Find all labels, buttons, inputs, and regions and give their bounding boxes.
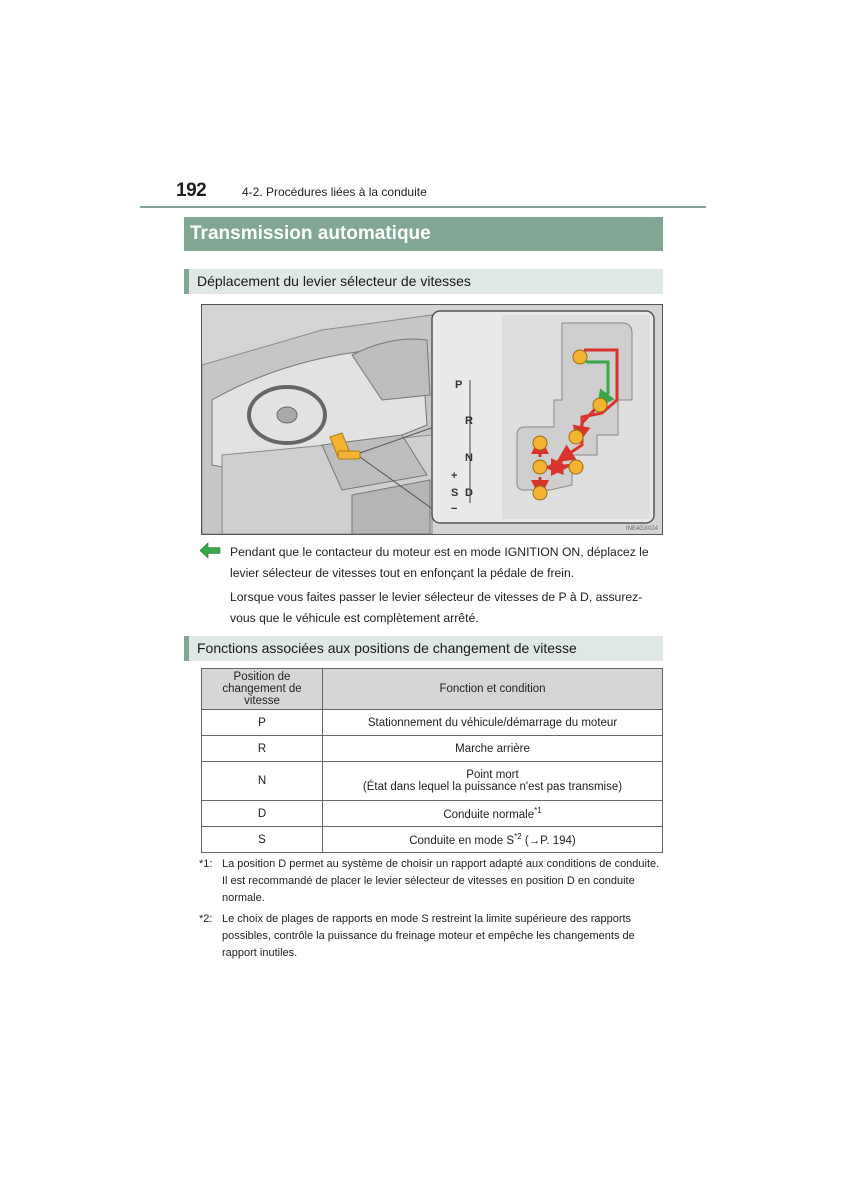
function-line-1: Point mort	[466, 769, 519, 781]
gear-letter-minus: −	[451, 503, 458, 515]
instruction-paragraph-1: Pendant que le contacteur du moteur est en mode IGNITION ON, déplacez le levier sélecteur de vitesses tout en enfonçant la pédale de frein.	[230, 545, 649, 580]
gear-knob-s	[533, 460, 547, 474]
function-cell	[323, 801, 663, 827]
function-cell	[323, 827, 663, 853]
gear-shift-figure	[201, 304, 663, 535]
footnotes	[199, 856, 661, 966]
footnote-1	[199, 856, 661, 907]
footnote-text: Le choix de plages de rapports en mode S restreint la limite supérieure des rapports possibles, contrôle la puissance du freinage moteur et empêche les changements de rapport inutiles.	[222, 913, 635, 959]
gear-knob-p	[573, 350, 587, 364]
function-text: Conduite normale	[443, 809, 535, 821]
function-cell: Marche arrière	[323, 736, 663, 762]
footnote-text: La position D permet au système de choisir un rapport adapté aux conditions de conduite. Il est recommandé de placer le levier sélecteur de vitesses en position D en conduite normale.	[222, 858, 660, 904]
gear-knob-d	[569, 460, 583, 474]
footnote-mark: *2:	[199, 913, 213, 925]
gear-knob-n	[569, 430, 583, 444]
page-header	[176, 180, 706, 204]
position-cell: N	[202, 762, 323, 801]
table-header-position: Position de changement de vitesse	[202, 669, 323, 710]
subsection-title-lever-movement: Déplacement du levier sélecteur de vitesses	[184, 269, 663, 294]
gear-letter-s: S	[451, 487, 459, 499]
function-cell: Stationnement du véhicule/démarrage du moteur	[323, 710, 663, 736]
function-cell	[323, 762, 663, 801]
footnote-2	[199, 911, 661, 962]
table-row	[202, 827, 663, 853]
function-line-2: (État dans lequel la puissance n'est pas transmise)	[362, 781, 623, 793]
subsection-title-shift-functions: Fonctions associées aux positions de changement de vitesse	[184, 636, 663, 661]
gear-letter-p: P	[455, 379, 463, 391]
gear-letter-d: D	[465, 487, 473, 499]
table-row	[202, 762, 663, 801]
section-title: Transmission automatique	[184, 217, 663, 251]
footnote-ref: *1	[534, 806, 542, 815]
header-divider	[140, 206, 706, 208]
table-header-row	[202, 669, 663, 710]
gear-letter-plus: +	[451, 470, 458, 482]
gear-letter-n: N	[465, 452, 473, 464]
footnote-ref: *2	[514, 832, 522, 841]
table-row	[202, 710, 663, 736]
position-cell: R	[202, 736, 323, 762]
gear-knob-plus	[533, 436, 547, 450]
breadcrumb: 4-2. Procédures liées à la conduite	[242, 185, 427, 199]
gear-knob-r	[593, 398, 607, 412]
function-text: Conduite en mode S	[409, 835, 515, 847]
footnote-mark: *1:	[199, 858, 213, 870]
image-code: INE4GX024	[625, 526, 658, 532]
green-shift-arrow	[586, 362, 608, 401]
table-row	[202, 801, 663, 827]
table-row	[202, 736, 663, 762]
shift-position-table	[201, 668, 663, 853]
instruction-paragraph-2: Lorsque vous faites passer le levier sélecteur de vitesses de P à D, assurez-vous que le véhicule est complètement arrêté.	[230, 590, 643, 625]
position-cell: D	[202, 801, 323, 827]
position-cell: P	[202, 710, 323, 736]
shift-path-diagram	[202, 305, 662, 534]
position-cell: S	[202, 827, 323, 853]
page-number: 192	[176, 180, 207, 201]
page-reference: (→P. 194)	[521, 835, 576, 847]
gear-letter-r: R	[465, 415, 473, 427]
green-left-arrow-icon	[199, 542, 221, 559]
table-header-function: Fonction et condition	[323, 669, 663, 710]
gear-knob-minus	[533, 486, 547, 500]
